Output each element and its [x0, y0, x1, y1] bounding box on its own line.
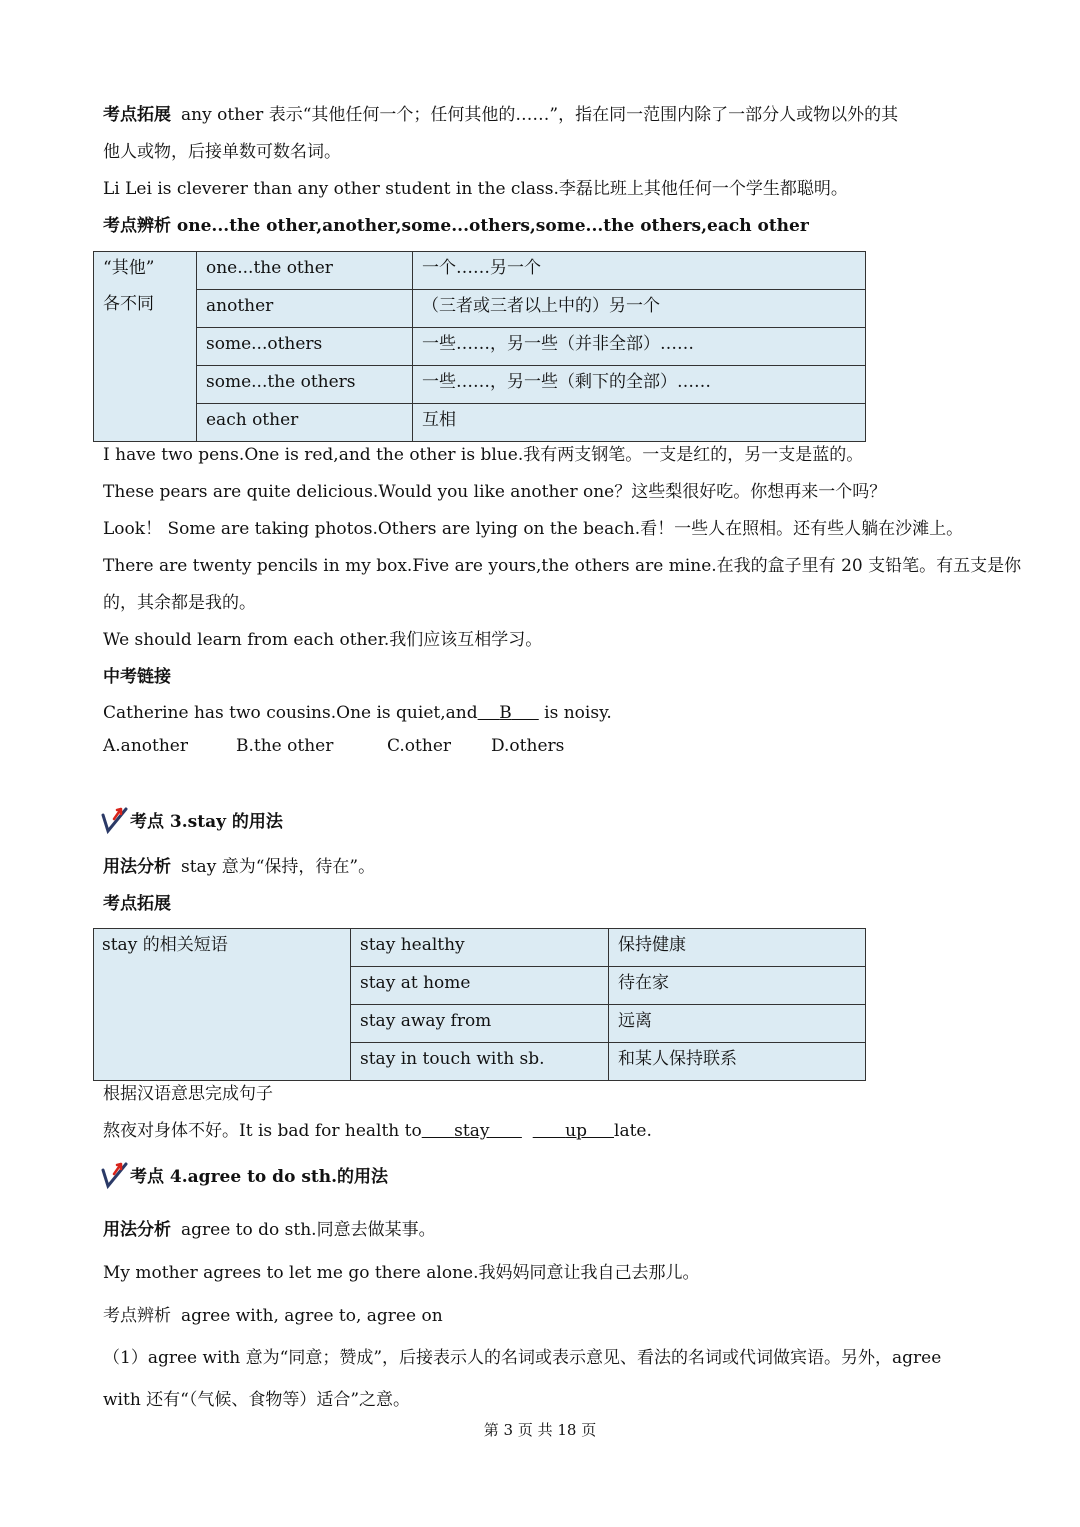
table-cell-cn: 一个……另一个 [413, 252, 866, 290]
kp3-blank-1 [422, 1121, 522, 1141]
table-cell-en: one...the other [197, 252, 413, 290]
kp3-exercise [103, 1120, 652, 1142]
kp4-title: 考点 4.agree to do sth.的用法 [130, 1167, 389, 1187]
table-cell-cn: 一些……，另一些（剩下的全部）…… [413, 366, 866, 404]
example-5: We should learn from each other.我们应该互相学习。 [103, 630, 543, 650]
table-cell-cn: （三者或三者以上中的）另一个 [413, 290, 866, 328]
kp4-header [100, 1158, 388, 1190]
kp4-diff-label: 考点辨析 [103, 1306, 171, 1326]
stay-cell-en: stay in touch with sb. [351, 1043, 609, 1081]
kp3-exercise-title: 根据汉语意思完成句子 [103, 1084, 273, 1104]
stay-cell-cn: 待在家 [609, 967, 866, 1005]
kp3-header [100, 803, 283, 835]
kp3-answer-2: up [565, 1121, 587, 1141]
ext-text: any other 表示“其他任何一个；任何其他的……”，指在同一范围内除了一部分人或物以外的其 [181, 105, 899, 125]
stay-cell-en: stay away from [351, 1005, 609, 1043]
ext-label: 考点拓展 [103, 105, 171, 125]
zk-question-pre: Catherine has two cousins.One is quiet,and [103, 703, 478, 723]
zk-option-b: B.the other [236, 736, 334, 756]
kp3-usage-text: stay 意为“保持，待在”。 [181, 857, 376, 877]
kp3-exercise-pre: 熬夜对身体不好。It is bad for health to [103, 1121, 422, 1141]
check-arrow-icon [100, 1158, 128, 1190]
check-arrow-icon [100, 803, 128, 835]
kp3-answer-1: stay [454, 1121, 490, 1141]
kp3-blank-2 [533, 1121, 614, 1141]
kp3-exercise-post: late. [614, 1121, 652, 1141]
diff-text: one...the other,another,some...others,some...the others,each other [176, 216, 809, 236]
zk-options [103, 735, 564, 757]
kp3-title: 考点 3.stay 的用法 [130, 812, 283, 832]
ext-paragraph [103, 104, 898, 126]
other-table-head2: 各不同 [103, 294, 154, 314]
stay-cell-cn: 保持健康 [609, 929, 866, 967]
example-1: I have two pens.One is red,and the other is blue.我有两支钢笔。一支是红的，另一支是蓝的。 [103, 445, 864, 465]
table-cell-en: each other [197, 404, 413, 442]
table-cell-cn: 一些……，另一些（并非全部）…… [413, 328, 866, 366]
stay-cell-en: stay at home [351, 967, 609, 1005]
table-cell-en: some...others [197, 328, 413, 366]
example-4-cont: 的，其余都是我的。 [103, 593, 256, 613]
stay-cell-en: stay healthy [351, 929, 609, 967]
zk-option-a: A.another [103, 736, 188, 756]
diff-label: 考点辨析 [103, 216, 171, 236]
zk-option-c: C.other [387, 736, 452, 756]
table-cell-en: another [197, 290, 413, 328]
zk-question [103, 702, 612, 724]
diff-heading [103, 215, 809, 237]
other-table-head1: “其他” [103, 258, 155, 278]
other-table-head [94, 252, 197, 442]
other-table [93, 251, 866, 442]
zk-option-d: D.others [491, 736, 565, 756]
kp4-usage-label: 用法分析 [103, 1220, 171, 1240]
kp4-example: My mother agrees to let me go there alone.我妈妈同意让我自己去那儿。 [103, 1263, 700, 1283]
kp4-usage-text: agree to do sth.同意去做某事。 [181, 1220, 436, 1240]
kp4-paragraph-1-cont: with 还有“（气候、食物等）适合”之意。 [103, 1390, 411, 1410]
zk-question-post: is noisy. [544, 703, 612, 723]
zk-answer: B [499, 703, 512, 723]
kp3-usage-label: 用法分析 [103, 857, 171, 877]
example-any-other: Li Lei is cleverer than any other student in the class.李磊比班上其他任何一个学生都聪明。 [103, 179, 848, 199]
table-cell-en: some...the others [197, 366, 413, 404]
example-3: Look！ Some are taking photos.Others are lying on the beach.看！一些人在照相。还有些人躺在沙滩上。 [103, 519, 964, 539]
kp4-paragraph-1: （1）agree with 意为“同意；赞成”，后接表示人的名词或表示意见、看法的名词或代词做宾语。另外，agree [103, 1348, 942, 1368]
stay-cell-cn: 远离 [609, 1005, 866, 1043]
stay-table [93, 928, 866, 1081]
example-2: These pears are quite delicious.Would you like another one？这些梨很好吃。你想再来一个吗？ [103, 482, 887, 502]
kp4-diff [103, 1305, 443, 1327]
zk-title: 中考链接 [103, 667, 171, 687]
kp4-usage [103, 1219, 436, 1241]
zk-answer-blank [478, 703, 539, 723]
table-cell-cn: 互相 [413, 404, 866, 442]
ext-paragraph-cont: 他人或物，后接单数可数名词。 [103, 142, 341, 162]
kp4-diff-text: agree with, agree to, agree on [181, 1306, 443, 1326]
page-footer: 第 3 页 共 18 页 [483, 1421, 597, 1439]
example-4: There are twenty pencils in my box.Five are yours,the others are mine.在我的盒子里有 20 支铅笔。有五支是你 [103, 556, 1022, 576]
kp3-ext-label: 考点拓展 [103, 894, 171, 914]
kp3-usage [103, 856, 375, 878]
stay-cell-cn: 和某人保持联系 [609, 1043, 866, 1081]
stay-table-head: stay 的相关短语 [94, 929, 351, 1081]
